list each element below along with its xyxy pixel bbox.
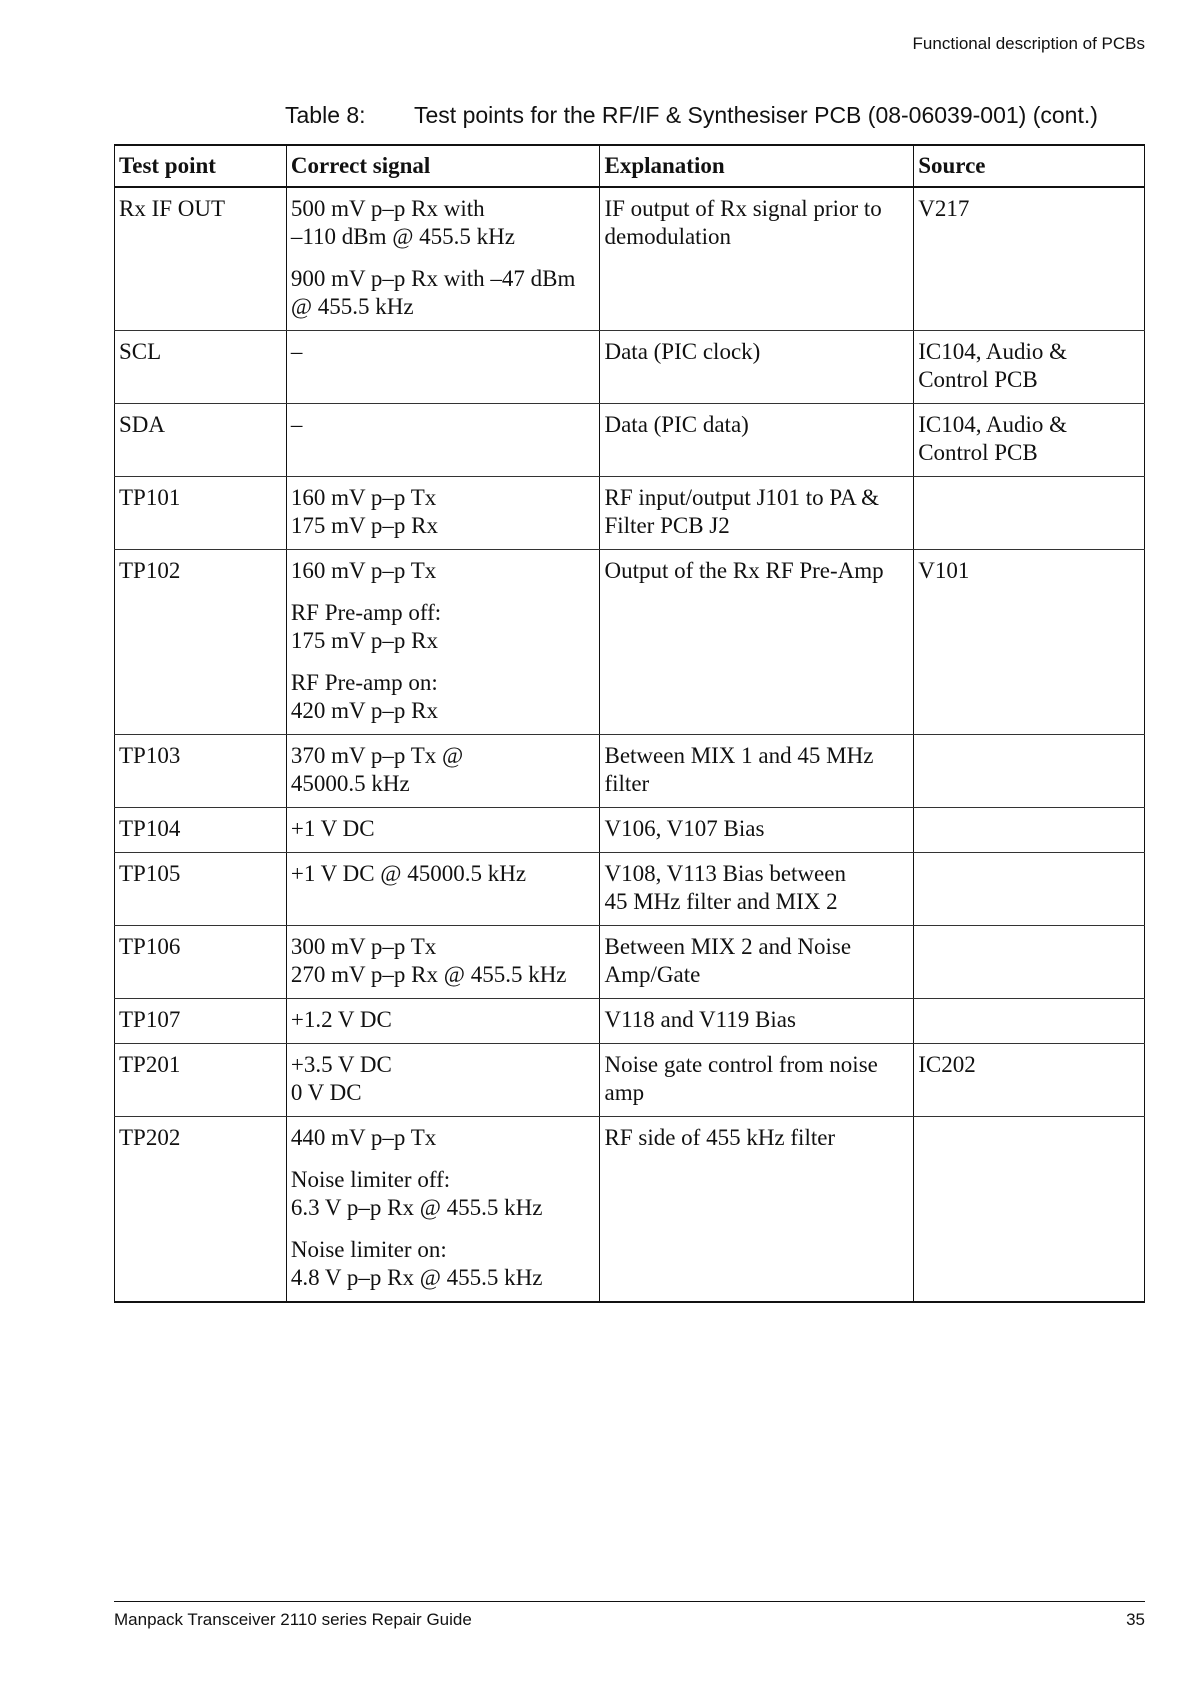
column-header-explanation: Explanation xyxy=(600,145,914,187)
table-caption xyxy=(285,102,1098,129)
cell-correct-signal xyxy=(286,477,600,550)
signal-line: 6.3 V p–p Rx @ 455.5 kHz xyxy=(290,1195,543,1220)
signal-paragraph xyxy=(291,1051,596,1107)
cell-source xyxy=(914,1044,1145,1117)
explanation-line: demodulation xyxy=(604,224,731,249)
source-line: Control PCB xyxy=(918,440,1038,465)
signal-line: 175 mV p–p Rx xyxy=(290,628,439,653)
signal-line: 420 mV p–p Rx xyxy=(290,698,439,723)
source-line: IC104, Audio & xyxy=(918,339,1068,364)
table-header-row xyxy=(115,145,1145,187)
cell-explanation xyxy=(600,331,914,404)
cell-source xyxy=(914,999,1145,1044)
signal-paragraph xyxy=(291,1236,596,1292)
signal-line: – xyxy=(290,412,303,437)
cell-correct-signal xyxy=(286,999,600,1044)
source-line: Control PCB xyxy=(918,367,1038,392)
signal-line: +1 V DC xyxy=(290,816,375,841)
cell-correct-signal xyxy=(286,1117,600,1303)
signal-paragraph xyxy=(291,411,596,439)
signal-line: 370 mV p–p Tx @ xyxy=(290,743,464,768)
cell-source xyxy=(914,926,1145,999)
explanation-line: Amp/Gate xyxy=(604,962,701,987)
cell-explanation xyxy=(600,187,914,331)
signal-line: 300 mV p–p Tx xyxy=(290,934,437,959)
signal-line: 4.8 V p–p Rx @ 455.5 kHz xyxy=(290,1265,543,1290)
cell-test-point: SDA xyxy=(115,404,287,477)
column-header-source: Source xyxy=(914,145,1145,187)
cell-test-point: TP104 xyxy=(115,808,287,853)
table-row xyxy=(115,404,1145,477)
cell-source xyxy=(914,477,1145,550)
cell-source xyxy=(914,1117,1145,1303)
signal-paragraph xyxy=(291,1006,596,1034)
explanation-line: Data (PIC data) xyxy=(604,412,749,437)
signal-paragraph xyxy=(291,669,596,725)
table-row xyxy=(115,735,1145,808)
signal-paragraph xyxy=(291,1166,596,1222)
explanation-line: V118 and V119 Bias xyxy=(604,1007,796,1032)
cell-test-point: TP105 xyxy=(115,853,287,926)
cell-explanation xyxy=(600,926,914,999)
signal-line: +1 V DC @ 45000.5 kHz xyxy=(290,861,527,886)
cell-source xyxy=(914,735,1145,808)
cell-correct-signal xyxy=(286,1044,600,1117)
running-header: Functional description of PCBs xyxy=(912,34,1145,53)
cell-correct-signal xyxy=(286,735,600,808)
explanation-line: RF side of 455 kHz filter xyxy=(604,1125,836,1150)
cell-test-point: TP103 xyxy=(115,735,287,808)
table-row xyxy=(115,926,1145,999)
source-line: IC202 xyxy=(918,1052,976,1077)
table-row xyxy=(115,808,1145,853)
cell-correct-signal xyxy=(286,404,600,477)
cell-explanation xyxy=(600,477,914,550)
explanation-line: Output of the Rx RF Pre-Amp xyxy=(604,558,884,583)
footer-divider xyxy=(114,1601,1145,1602)
cell-explanation xyxy=(600,735,914,808)
cell-explanation xyxy=(600,404,914,477)
explanation-line: amp xyxy=(604,1080,645,1105)
table-row xyxy=(115,853,1145,926)
signal-line: 160 mV p–p Tx xyxy=(290,485,437,510)
cell-source xyxy=(914,853,1145,926)
cell-test-point: TP106 xyxy=(115,926,287,999)
cell-correct-signal xyxy=(286,853,600,926)
signal-line: Noise limiter on: xyxy=(290,1237,447,1262)
explanation-line: RF input/output J101 to PA & xyxy=(604,485,880,510)
table-row xyxy=(115,331,1145,404)
footer-document-title: Manpack Transceiver 2110 series Repair Guide xyxy=(114,1610,472,1629)
cell-test-point: TP201 xyxy=(115,1044,287,1117)
signal-line: RF Pre-amp off: xyxy=(290,600,442,625)
table-caption-label: Table 8: xyxy=(285,102,366,128)
signal-paragraph xyxy=(291,484,596,540)
cell-explanation xyxy=(600,999,914,1044)
table-caption-title: Test points for the RF/IF & Synthesiser PCB (08-06039-001) (cont.) xyxy=(414,102,1098,128)
signal-paragraph xyxy=(291,557,596,585)
cell-correct-signal xyxy=(286,187,600,331)
page-number: 35 xyxy=(1126,1610,1145,1629)
signal-paragraph xyxy=(291,933,596,989)
signal-paragraph xyxy=(291,815,596,843)
cell-test-point: TP102 xyxy=(115,550,287,735)
signal-line: 900 mV p–p Rx with –47 dBm xyxy=(290,266,576,291)
explanation-line: Between MIX 2 and Noise xyxy=(604,934,852,959)
explanation-line: IF output of Rx signal prior to xyxy=(604,196,882,221)
explanation-line: Between MIX 1 and 45 MHz xyxy=(604,743,874,768)
explanation-line: Data (PIC clock) xyxy=(604,339,761,364)
table-row xyxy=(115,477,1145,550)
column-header-test-point: Test point xyxy=(115,145,287,187)
table-row xyxy=(115,1044,1145,1117)
source-line: IC104, Audio & xyxy=(918,412,1068,437)
signal-paragraph xyxy=(291,195,596,251)
cell-source xyxy=(914,404,1145,477)
cell-source xyxy=(914,187,1145,331)
cell-test-point: TP202 xyxy=(115,1117,287,1303)
signal-line: 160 mV p–p Tx xyxy=(290,558,437,583)
signal-line: +1.2 V DC xyxy=(290,1007,392,1032)
signal-paragraph xyxy=(291,599,596,655)
signal-paragraph xyxy=(291,1124,596,1152)
signal-line: – xyxy=(290,339,303,364)
cell-test-point: SCL xyxy=(115,331,287,404)
explanation-line: filter xyxy=(604,771,650,796)
signal-line: Noise limiter off: xyxy=(290,1167,451,1192)
cell-explanation xyxy=(600,550,914,735)
signal-paragraph xyxy=(291,338,596,366)
signal-line: –110 dBm @ 455.5 kHz xyxy=(290,224,515,249)
cell-explanation xyxy=(600,1117,914,1303)
cell-test-point: TP101 xyxy=(115,477,287,550)
column-header-correct-signal: Correct signal xyxy=(286,145,600,187)
cell-correct-signal xyxy=(286,926,600,999)
explanation-line: Filter PCB J2 xyxy=(604,513,730,538)
source-line: V101 xyxy=(918,558,970,583)
cell-source xyxy=(914,550,1145,735)
signal-line: @ 455.5 kHz xyxy=(290,294,414,319)
signal-line: 175 mV p–p Rx xyxy=(290,513,439,538)
signal-line: 270 mV p–p Rx @ 455.5 kHz xyxy=(290,962,567,987)
table-body xyxy=(115,187,1145,1302)
explanation-line: Noise gate control from noise xyxy=(604,1052,878,1077)
signal-line: 45000.5 kHz xyxy=(290,771,410,796)
test-points-table xyxy=(114,144,1145,1303)
signal-paragraph xyxy=(291,265,596,321)
table-row xyxy=(115,187,1145,331)
table-row xyxy=(115,999,1145,1044)
cell-correct-signal xyxy=(286,550,600,735)
explanation-line: 45 MHz filter and MIX 2 xyxy=(604,889,838,914)
signal-paragraph xyxy=(291,860,596,888)
signal-line: 0 V DC xyxy=(290,1080,362,1105)
signal-line: 440 mV p–p Tx xyxy=(290,1125,437,1150)
source-line: V217 xyxy=(918,196,970,221)
cell-explanation xyxy=(600,1044,914,1117)
cell-correct-signal xyxy=(286,331,600,404)
cell-source xyxy=(914,808,1145,853)
signal-paragraph xyxy=(291,742,596,798)
explanation-line: V108, V113 Bias between xyxy=(604,861,846,886)
table-row xyxy=(115,550,1145,735)
cell-test-point: TP107 xyxy=(115,999,287,1044)
signal-line: 500 mV p–p Rx with xyxy=(290,196,485,221)
cell-test-point: Rx IF OUT xyxy=(115,187,287,331)
explanation-line: V106, V107 Bias xyxy=(604,816,765,841)
cell-source xyxy=(914,331,1145,404)
table-row xyxy=(115,1117,1145,1303)
signal-line: +3.5 V DC xyxy=(290,1052,392,1077)
cell-explanation xyxy=(600,853,914,926)
signal-line: RF Pre-amp on: xyxy=(290,670,438,695)
cell-explanation xyxy=(600,808,914,853)
cell-correct-signal xyxy=(286,808,600,853)
